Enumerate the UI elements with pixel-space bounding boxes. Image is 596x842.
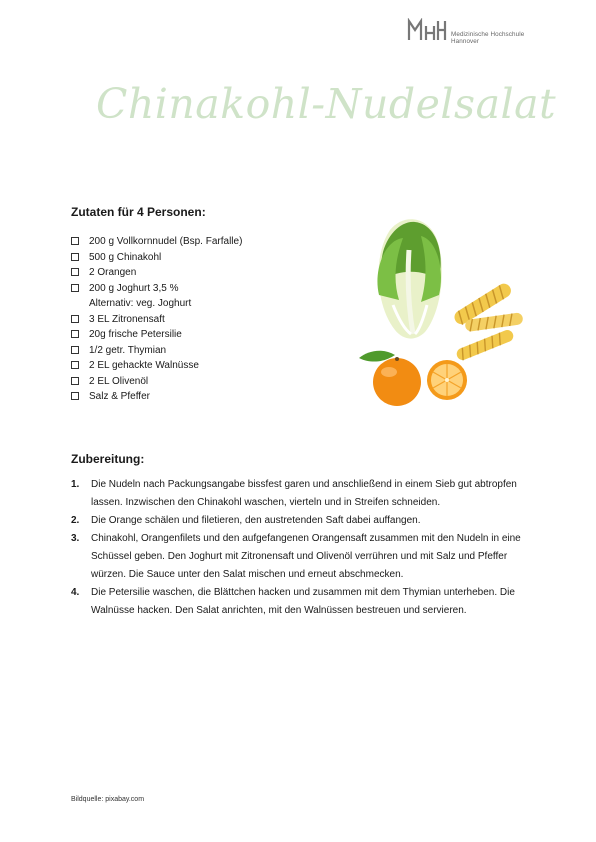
- checkbox-icon[interactable]: [71, 284, 79, 292]
- mhh-logo: [407, 18, 537, 48]
- logo-line-1: Medizinische Hochschule: [451, 31, 525, 38]
- ingredient-item: [71, 250, 242, 266]
- pasta-icon: [452, 281, 524, 362]
- ingredient-text: 3 EL Zitronensaft: [89, 313, 165, 325]
- ingredient-item: [71, 234, 242, 250]
- checkbox-icon[interactable]: [71, 253, 79, 261]
- preparation-heading: Zubereitung:: [71, 452, 145, 466]
- step-item: [71, 512, 531, 530]
- step-item: [71, 530, 531, 584]
- ingredient-note: [71, 296, 242, 312]
- ingredient-text: 1/2 getr. Thymian: [89, 344, 167, 356]
- image-source: Bildquelle: pixabay.com: [71, 796, 145, 803]
- step-number: 4.: [71, 587, 80, 598]
- ingredient-text: 500 g Chinakohl: [89, 251, 162, 263]
- ingredient-text: 200 g Vollkornnudel (Bsp. Farfalle): [89, 236, 243, 247]
- ingredients-illustration: [355, 210, 535, 415]
- step-item: [71, 584, 531, 620]
- checkbox-icon[interactable]: [71, 237, 79, 245]
- ingredient-text: Salz & Pfeffer: [89, 391, 150, 402]
- orange-icon: [359, 351, 421, 406]
- mhh-logo-mark: [407, 18, 447, 42]
- step-number: 3.: [71, 533, 80, 544]
- ingredient-item: [71, 327, 242, 343]
- logo-line-2: Hannover: [451, 38, 480, 45]
- preparation-steps: [71, 476, 531, 620]
- checkbox-icon[interactable]: [71, 361, 79, 369]
- step-number: 1.: [71, 479, 80, 490]
- ingredient-item: [71, 358, 242, 374]
- step-number: 2.: [71, 515, 80, 526]
- checkbox-icon[interactable]: [71, 315, 79, 323]
- ingredient-text: 2 EL Olivenöl: [89, 375, 149, 387]
- ingredients-heading: Zutaten für 4 Personen:: [71, 205, 206, 219]
- ingredient-text: 200 g Joghurt 3,5 %: [89, 282, 179, 294]
- checkbox-icon[interactable]: [71, 268, 79, 276]
- ingredient-item: [71, 265, 242, 281]
- chinese-cabbage-icon: [377, 219, 441, 338]
- orange-slice-icon: [427, 360, 467, 400]
- ingredient-text: 20g frische Petersilie: [89, 329, 182, 340]
- checkbox-icon[interactable]: [71, 330, 79, 338]
- checkbox-icon[interactable]: [71, 377, 79, 385]
- recipe-title: Chinakohl-Nudelsalat: [96, 80, 557, 128]
- step-item: [71, 476, 531, 512]
- ingredient-text: 2 Orangen: [89, 267, 137, 278]
- ingredients-list: [71, 234, 242, 405]
- step-text: Die Nudeln nach Packungsangabe bissfest garen und anschließend in einem Sieb gut abtropfen lassen. Inzwischen den Chinakohl waschen, vierteln und in Streifen schneiden.: [91, 479, 517, 508]
- step-text: Die Petersilie waschen, die Blättchen hacken und zusammen mit dem Thymian unterheben. Die Walnüsse hacken. Den Salat anrichten, mit den Walnüssen bestreuen und servieren.: [91, 587, 515, 616]
- ingredient-item: [71, 374, 242, 390]
- ingredient-item: [71, 281, 242, 297]
- ingredient-text: 2 EL gehackte Walnüsse: [89, 360, 199, 371]
- step-text: Chinakohl, Orangenfilets und den aufgefangenen Orangensaft zusammen mit den Nudeln in eine Schüssel geben. Den Joghurt mit Zitronensaft und Olivenöl verrühren und mit Salz und Pfeffer würzen. Die Sauce unter den Salat mischen und erneut abschmecken.: [91, 533, 521, 580]
- checkbox-icon[interactable]: [71, 346, 79, 354]
- checkbox-icon[interactable]: [71, 392, 79, 400]
- ingredient-item: [71, 312, 242, 328]
- ingredient-item: [71, 389, 242, 405]
- mhh-logo-text: [451, 31, 524, 45]
- ingredient-note-text: Alternativ: veg. Joghurt: [89, 298, 192, 309]
- ingredient-item: [71, 343, 242, 359]
- step-text: Die Orange schälen und filetieren, den austretenden Saft dabei auffangen.: [91, 515, 421, 526]
